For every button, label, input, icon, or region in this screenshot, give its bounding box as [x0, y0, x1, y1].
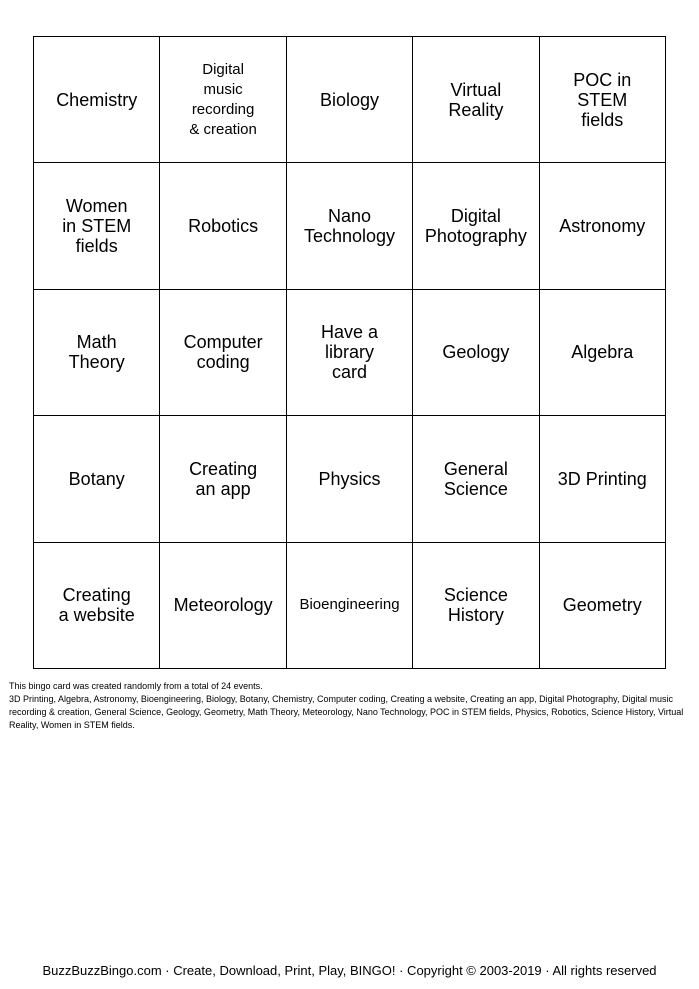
bingo-cell-text: Chemistry: [56, 89, 138, 110]
bingo-cell-text: Algebra: [571, 342, 634, 363]
bingo-cell: [160, 163, 286, 289]
bingo-cell: [413, 290, 539, 416]
bingo-cell-text: POC in STEM fields: [573, 69, 632, 130]
bingo-cell-text: Botany: [68, 468, 125, 489]
bingo-cell: [540, 543, 666, 669]
bingo-cell-text: Geology: [442, 342, 510, 363]
bingo-cell: [540, 416, 666, 542]
bingo-cell-text: Geometry: [562, 595, 642, 616]
bingo-cell: [34, 543, 160, 669]
bingo-cell: [287, 416, 413, 542]
bingo-cell: [287, 290, 413, 416]
bingo-cell: [413, 543, 539, 669]
bingo-cell-text: Creating an app: [189, 458, 258, 499]
bingo-cell: [160, 416, 286, 542]
bingo-cell: [540, 163, 666, 289]
bingo-cell-text: Digital Photography: [424, 206, 527, 247]
bingo-cell: [34, 37, 160, 163]
bingo-grid: [33, 36, 666, 669]
bingo-cell-text: 3D Printing: [557, 468, 647, 489]
bingo-cell: [34, 416, 160, 542]
bingo-cell-text: Nano Technology: [303, 206, 396, 247]
page-footer: BuzzBuzzBingo.com · Create, Download, Print, Play, BINGO! · Copyright © 2003-2019 · All rights reserved: [42, 963, 657, 978]
bingo-cell-text: Science History: [443, 585, 508, 626]
bingo-cell: [413, 416, 539, 542]
bingo-cell: [287, 543, 413, 669]
bingo-cell-text: Bioengineering: [299, 596, 400, 614]
bingo-cell: [540, 37, 666, 163]
bingo-cell: [287, 37, 413, 163]
bingo-cell-text: Digital music recording & creation: [189, 60, 257, 138]
bingo-cell-text: Biology: [319, 89, 380, 110]
bingo-cell-text: Robotics: [188, 216, 259, 237]
bingo-cell: [160, 290, 286, 416]
bingo-cell: [34, 163, 160, 289]
bingo-cell-text: Creating a website: [58, 585, 135, 626]
bingo-cell: [413, 163, 539, 289]
bingo-cell-text: Astronomy: [559, 216, 646, 237]
card-events-list: 3D Printing, Algebra, Astronomy, Bioengineering, Biology, Botany, Chemistry, Computer coding, Creating a website, Creating an app, Digital Photography, Digital music recording & creation, General Science, Geology, Geometry, Math Theory, Meteorology, Nano Technology, POC in STEM fields, Physics, Robotics, Science History, Virtual Reality, Women in STEM fields.: [9, 694, 684, 730]
bingo-cell-text: Virtual Reality: [448, 79, 504, 120]
bingo-cell-text: Math Theory: [68, 332, 125, 373]
bingo-cell: [34, 290, 160, 416]
bingo-cell: [413, 37, 539, 163]
bingo-cell: [160, 543, 286, 669]
bingo-cell-text: Computer coding: [183, 332, 263, 373]
bingo-cell-text: Women in STEM fields: [62, 196, 132, 257]
card-info-summary: This bingo card was created randomly from a total of 24 events.: [9, 681, 263, 691]
bingo-cell-text: Physics: [318, 468, 381, 489]
bingo-cell: [287, 163, 413, 289]
bingo-cell-text: Have a library card: [320, 322, 379, 383]
card-info: [9, 680, 689, 732]
bingo-cell-text: General Science: [443, 458, 508, 499]
bingo-cell-text: Meteorology: [173, 595, 273, 616]
bingo-cell: [160, 37, 286, 163]
bingo-cell: [540, 290, 666, 416]
